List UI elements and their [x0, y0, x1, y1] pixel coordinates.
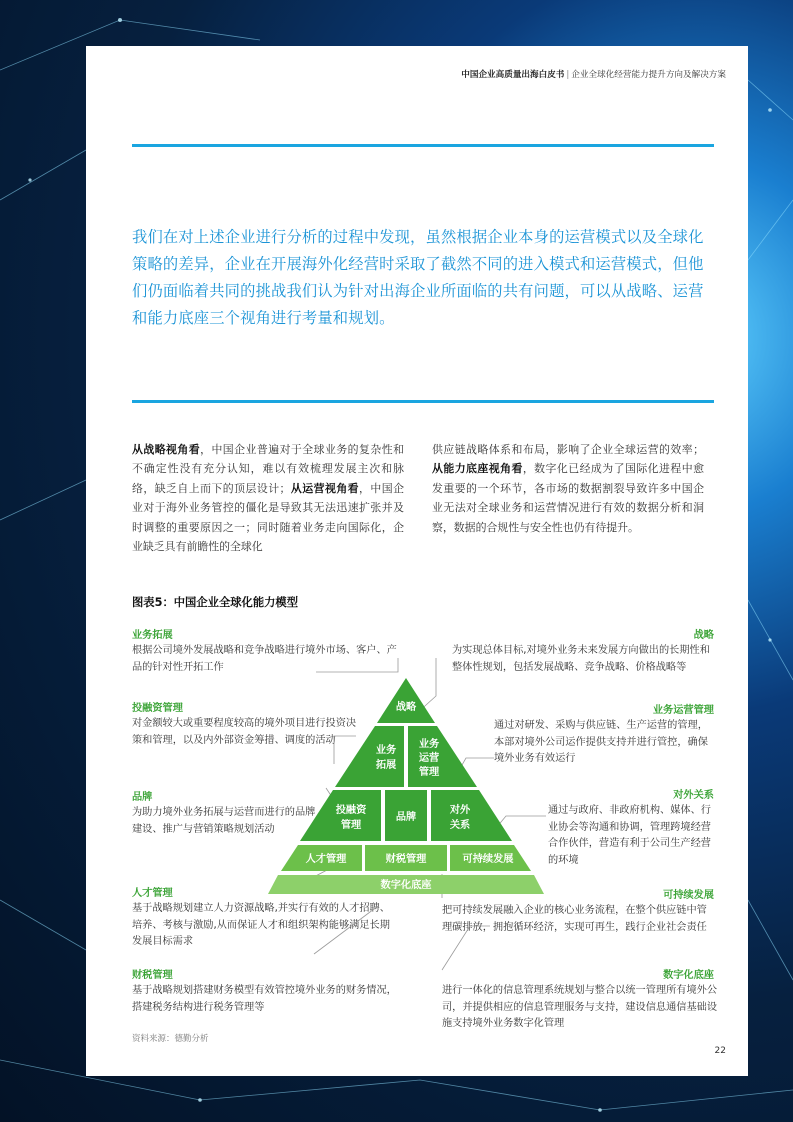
pyramid-external-line2: 关系: [449, 820, 471, 831]
label-finance-tax: 财税管理: [132, 970, 173, 981]
pyramid-operation-line2: 运营: [418, 753, 440, 764]
label-strategy: 战略: [693, 630, 714, 641]
desc-strategy: 为实现总体目标,对境外业务未来发展方向做出的长期性和整体性规划，包括发展战略、竞争战略、价格战略等: [452, 645, 710, 673]
capability-view-text: ，数字化已经成为了国际化进程中愈发重要的一个环节，各市场的数据割裂导致许多中国企业无法对全球业务和运营情况进行有效的数据分析和洞察，数据的合规性与安全性也仍有待提升。: [432, 462, 704, 534]
pyramid-operation-line3: 管理: [418, 767, 440, 778]
source-note: 资料来源：德勤分析: [132, 1034, 209, 1044]
desc-external-relations: 通过与政府、非政府机构、媒体、行业协会等沟通和协调，管理跨境经营合作伙伴，营造有利于公司生产经营的环境: [548, 805, 711, 866]
label-brand: 品牌: [132, 792, 153, 803]
pyramid-brand-text: 品牌: [395, 812, 417, 823]
strategy-view-text: ，中国企业普遍对于全球业务的复杂性和不确定性没有充分认知，难以有效梳理发展主次和脉络，缺乏自上而下的顶层设计；: [132, 443, 404, 495]
desc-operation-management: 通过对研发、采购与供应链、生产运营的管理，本部对境外公司运作提供支持并进行管控，确保境外业务有效运行: [494, 720, 708, 765]
header-title: 中国企业高质量出海白皮书: [461, 70, 565, 80]
desc-talent-management: 基于战略规划建立人力资源战略,并实行有效的人才招聘、培养、考核与激励,从而保证人才和组织架构能够满足长期发展目标需求: [132, 903, 390, 948]
operation-view-text: ，中国企业对于海外业务管控的僵化是导致其无法迅速扩张并及时调整的重要原因之一；同时随着业务走向国际化，企业缺乏具有前瞻性的全球化: [132, 481, 404, 554]
desc-investment-financing: 对金额较大或重要程度较高的境外项目进行投资决策和管理，以及内外部资金筹措、调度的活动: [132, 718, 357, 746]
pyramid-talent-text: 人才管理: [305, 854, 347, 865]
pyramid-external-relations: [431, 790, 512, 841]
strategy-view-label: 从战略视角看: [132, 443, 201, 456]
desc-business-expansion: 根据公司境外发展战略和竞争战略进行境外市场、客户、产品的针对性开拓工作: [132, 645, 397, 673]
pyramid-investment-line2: 管理: [340, 820, 362, 831]
supply-chain-text: 供应链战略体系和布局，影响了企业全球运营的效率；: [432, 443, 704, 456]
desc-digital-foundation: 进行一体化的信息管理系统规划与整合以统一管理所有境外公司，并提供相应的信息管理服务与支持，建设信息通信基础设施支持境外业务数字化管理: [442, 985, 718, 1030]
label-digital-foundation: 数字化底座: [663, 970, 714, 981]
capability-view-label: 从能力底座视角看: [432, 462, 523, 476]
pyramid-business-expansion: [335, 726, 404, 787]
pyramid-external-line1: 对外: [449, 805, 471, 816]
pyramid-digital-text: 数字化底座: [380, 880, 432, 891]
pyramid-sustainability-text: 可持续发展: [462, 854, 514, 865]
desc-finance-tax: 基于战略规划搭建财务模型有效管控境外业务的财务情况，搭建税务结构进行税务管理等: [132, 985, 397, 1013]
label-sustainability: 可持续发展: [663, 890, 714, 901]
header-subtitle: 企业全球化经营能力提升方向及解决方案: [571, 70, 726, 80]
intro-paragraph: 我们在对上述企业进行分析的过程中发现，虽然根据企业本身的运营模式以及全球化策略的差异，企业在开展海外化经营时采取了截然不同的进入模式和运营模式，但他们仍面临着共同的挑战我们认为针对出海企业所面临的共有问题，可以从战略、运营和能力底座三个视角进行考量和规划。: [132, 228, 704, 327]
pyramid-finance-tax-text: 财税管理: [385, 854, 427, 865]
pyramid-business-expansion-line2: 拓展: [375, 760, 397, 771]
label-investment-financing: 投融资管理: [132, 703, 183, 714]
white-page: [86, 46, 748, 1076]
header-separator: |: [566, 70, 570, 80]
capability-pyramid: [266, 658, 546, 898]
pyramid-business-expansion-line1: 业务: [375, 745, 397, 756]
pyramid-operation-line1: 业务: [418, 739, 440, 750]
figure-title: 图表5：中国企业全球化能力模型: [132, 596, 299, 609]
desc-sustainability: 把可持续发展融入企业的核心业务流程，在整个供应链中管理碳排放，拥抱循环经济，实现可再生，践行企业社会责任: [442, 905, 707, 933]
pyramid-strategy-text: 战略: [395, 702, 417, 713]
label-business-expansion: 业务拓展: [132, 630, 173, 641]
label-talent-management: 人才管理: [132, 888, 173, 899]
desc-brand: 为助力境外业务拓展与运营而进行的品牌建设、推广与营销策略规划活动: [132, 807, 316, 835]
page-number: 22: [714, 1046, 726, 1056]
label-external-relations: 对外关系: [673, 790, 714, 801]
operation-view-label: 从运营视角看: [290, 481, 360, 495]
connector-lines: [86, 46, 748, 1076]
pyramid-investment-line1: 投融资: [335, 805, 367, 816]
label-operation-management: 业务运营管理: [652, 705, 714, 716]
pyramid-strategy: [377, 678, 435, 723]
